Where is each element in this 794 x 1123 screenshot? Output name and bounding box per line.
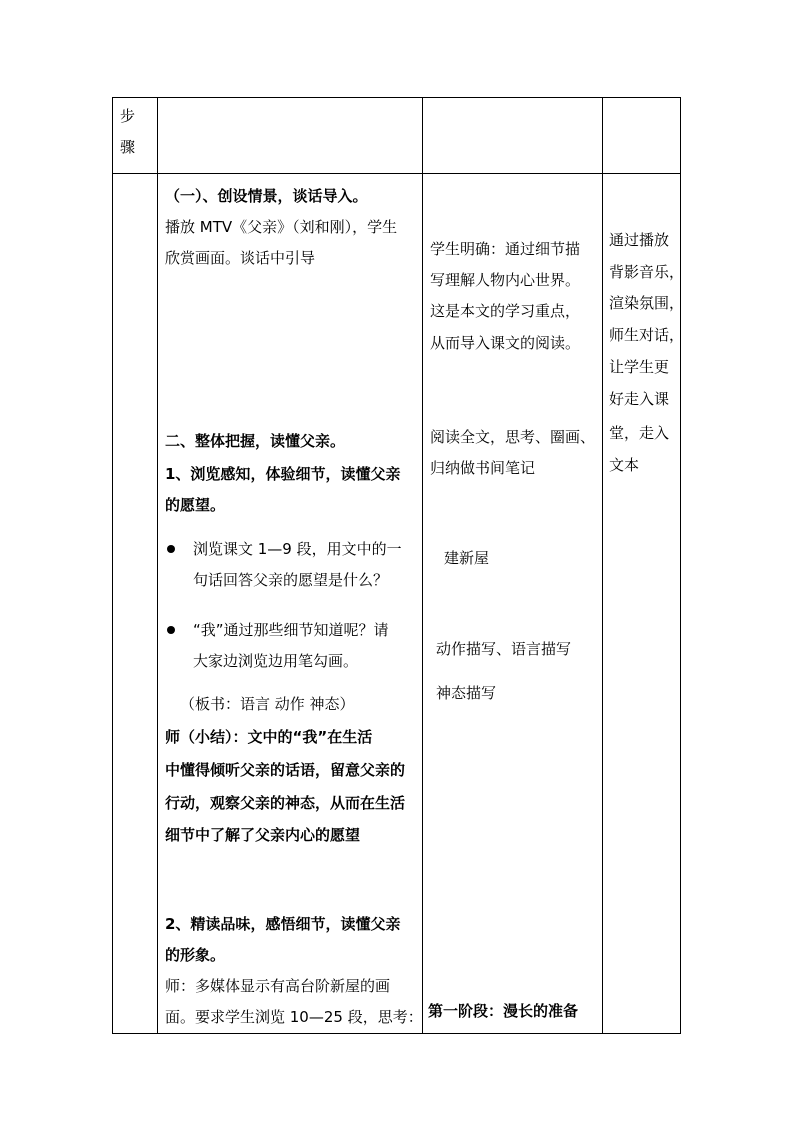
subsection2-title-cont: 的形象。: [165, 946, 226, 964]
subsection1-title-cont: 的愿望。: [165, 496, 226, 514]
answer-wish: 建新屋: [444, 549, 490, 567]
design-intent: 文本: [609, 456, 640, 474]
student-goal: 这是本文的学习重点，: [430, 302, 581, 320]
table-left-border: [112, 97, 113, 1034]
summary-text: 行动，观察父亲的神态，从而在生活: [165, 794, 406, 812]
summary-text: 中懂得倾听父亲的话语，留意父亲的: [165, 761, 406, 779]
student-goal: 写理解人物内心世界。: [430, 271, 581, 289]
reading-task: 阅读全文，思考、圈画、: [430, 428, 596, 446]
teacher-instruction: 师：多媒体显示有高台阶新屋的画: [165, 977, 391, 995]
subsection2-title: 2、精读品味，感悟细节，读懂父亲: [165, 915, 401, 933]
section1-line: 欣赏画面。谈话中引导: [165, 249, 316, 267]
section1-line: 播放 MTV《父亲》（刘和刚），学生: [165, 218, 398, 236]
bullet2-text: “我”通过那些细节知道呢？请: [193, 621, 389, 639]
board-note: （板书：语言 动作 神态）: [180, 695, 355, 713]
design-intent: 好走入课: [609, 390, 670, 408]
design-intent: 背影音乐，: [609, 263, 685, 281]
bullet-marker: [167, 626, 175, 634]
table-top-border: [112, 97, 681, 98]
bullet-marker: [167, 545, 175, 553]
header-step-label-2: 骤: [120, 138, 136, 156]
teacher-instruction-cont: 面。要求学生浏览 10—25 段，思考：: [165, 1008, 423, 1026]
bullet2-text-cont: 大家边浏览边用笔勾画。: [193, 652, 359, 670]
student-goal: 学生明确：通过细节描: [430, 240, 581, 258]
answer-details: 动作描写、语言描写: [436, 640, 572, 658]
header-step-label-1: 步: [120, 107, 136, 125]
design-intent: 堂，走入: [609, 424, 670, 442]
answer-details-cont: 神态描写: [436, 684, 497, 702]
section2-title: 二、整体把握，读懂父亲。: [165, 432, 346, 450]
design-intent: 渲染氛围，: [609, 294, 685, 312]
table-col-divider-2: [422, 97, 423, 1034]
reading-task: 归纳做书间笔记: [430, 459, 536, 477]
table-col-divider-3: [602, 97, 603, 1034]
bullet1-text: 浏览课文 1—9 段，用文中的一: [193, 540, 402, 558]
design-intent: 通过播放: [609, 231, 670, 249]
summary-text: 细节中了解了父亲内心的愿望: [165, 826, 361, 844]
design-intent: 师生对话，: [609, 326, 685, 344]
stage-title: 第一阶段：漫长的准备: [428, 1002, 579, 1020]
student-goal: 从而导入课文的阅读。: [430, 334, 581, 352]
table-header-divider: [112, 173, 681, 174]
summary-text: 师（小结）：文中的“我”在生活: [165, 728, 373, 746]
table-right-border: [680, 97, 681, 1034]
subsection1-title: 1、浏览感知，体验细节，读懂父亲: [165, 465, 401, 483]
section1-title: （一）、创设情景，谈话导入。: [165, 187, 368, 205]
design-intent: 让学生更: [609, 358, 670, 376]
table-col-divider-1: [157, 97, 158, 1034]
table-bottom-border: [112, 1033, 681, 1034]
bullet1-text-cont: 句话回答父亲的愿望是什么？: [193, 571, 389, 589]
